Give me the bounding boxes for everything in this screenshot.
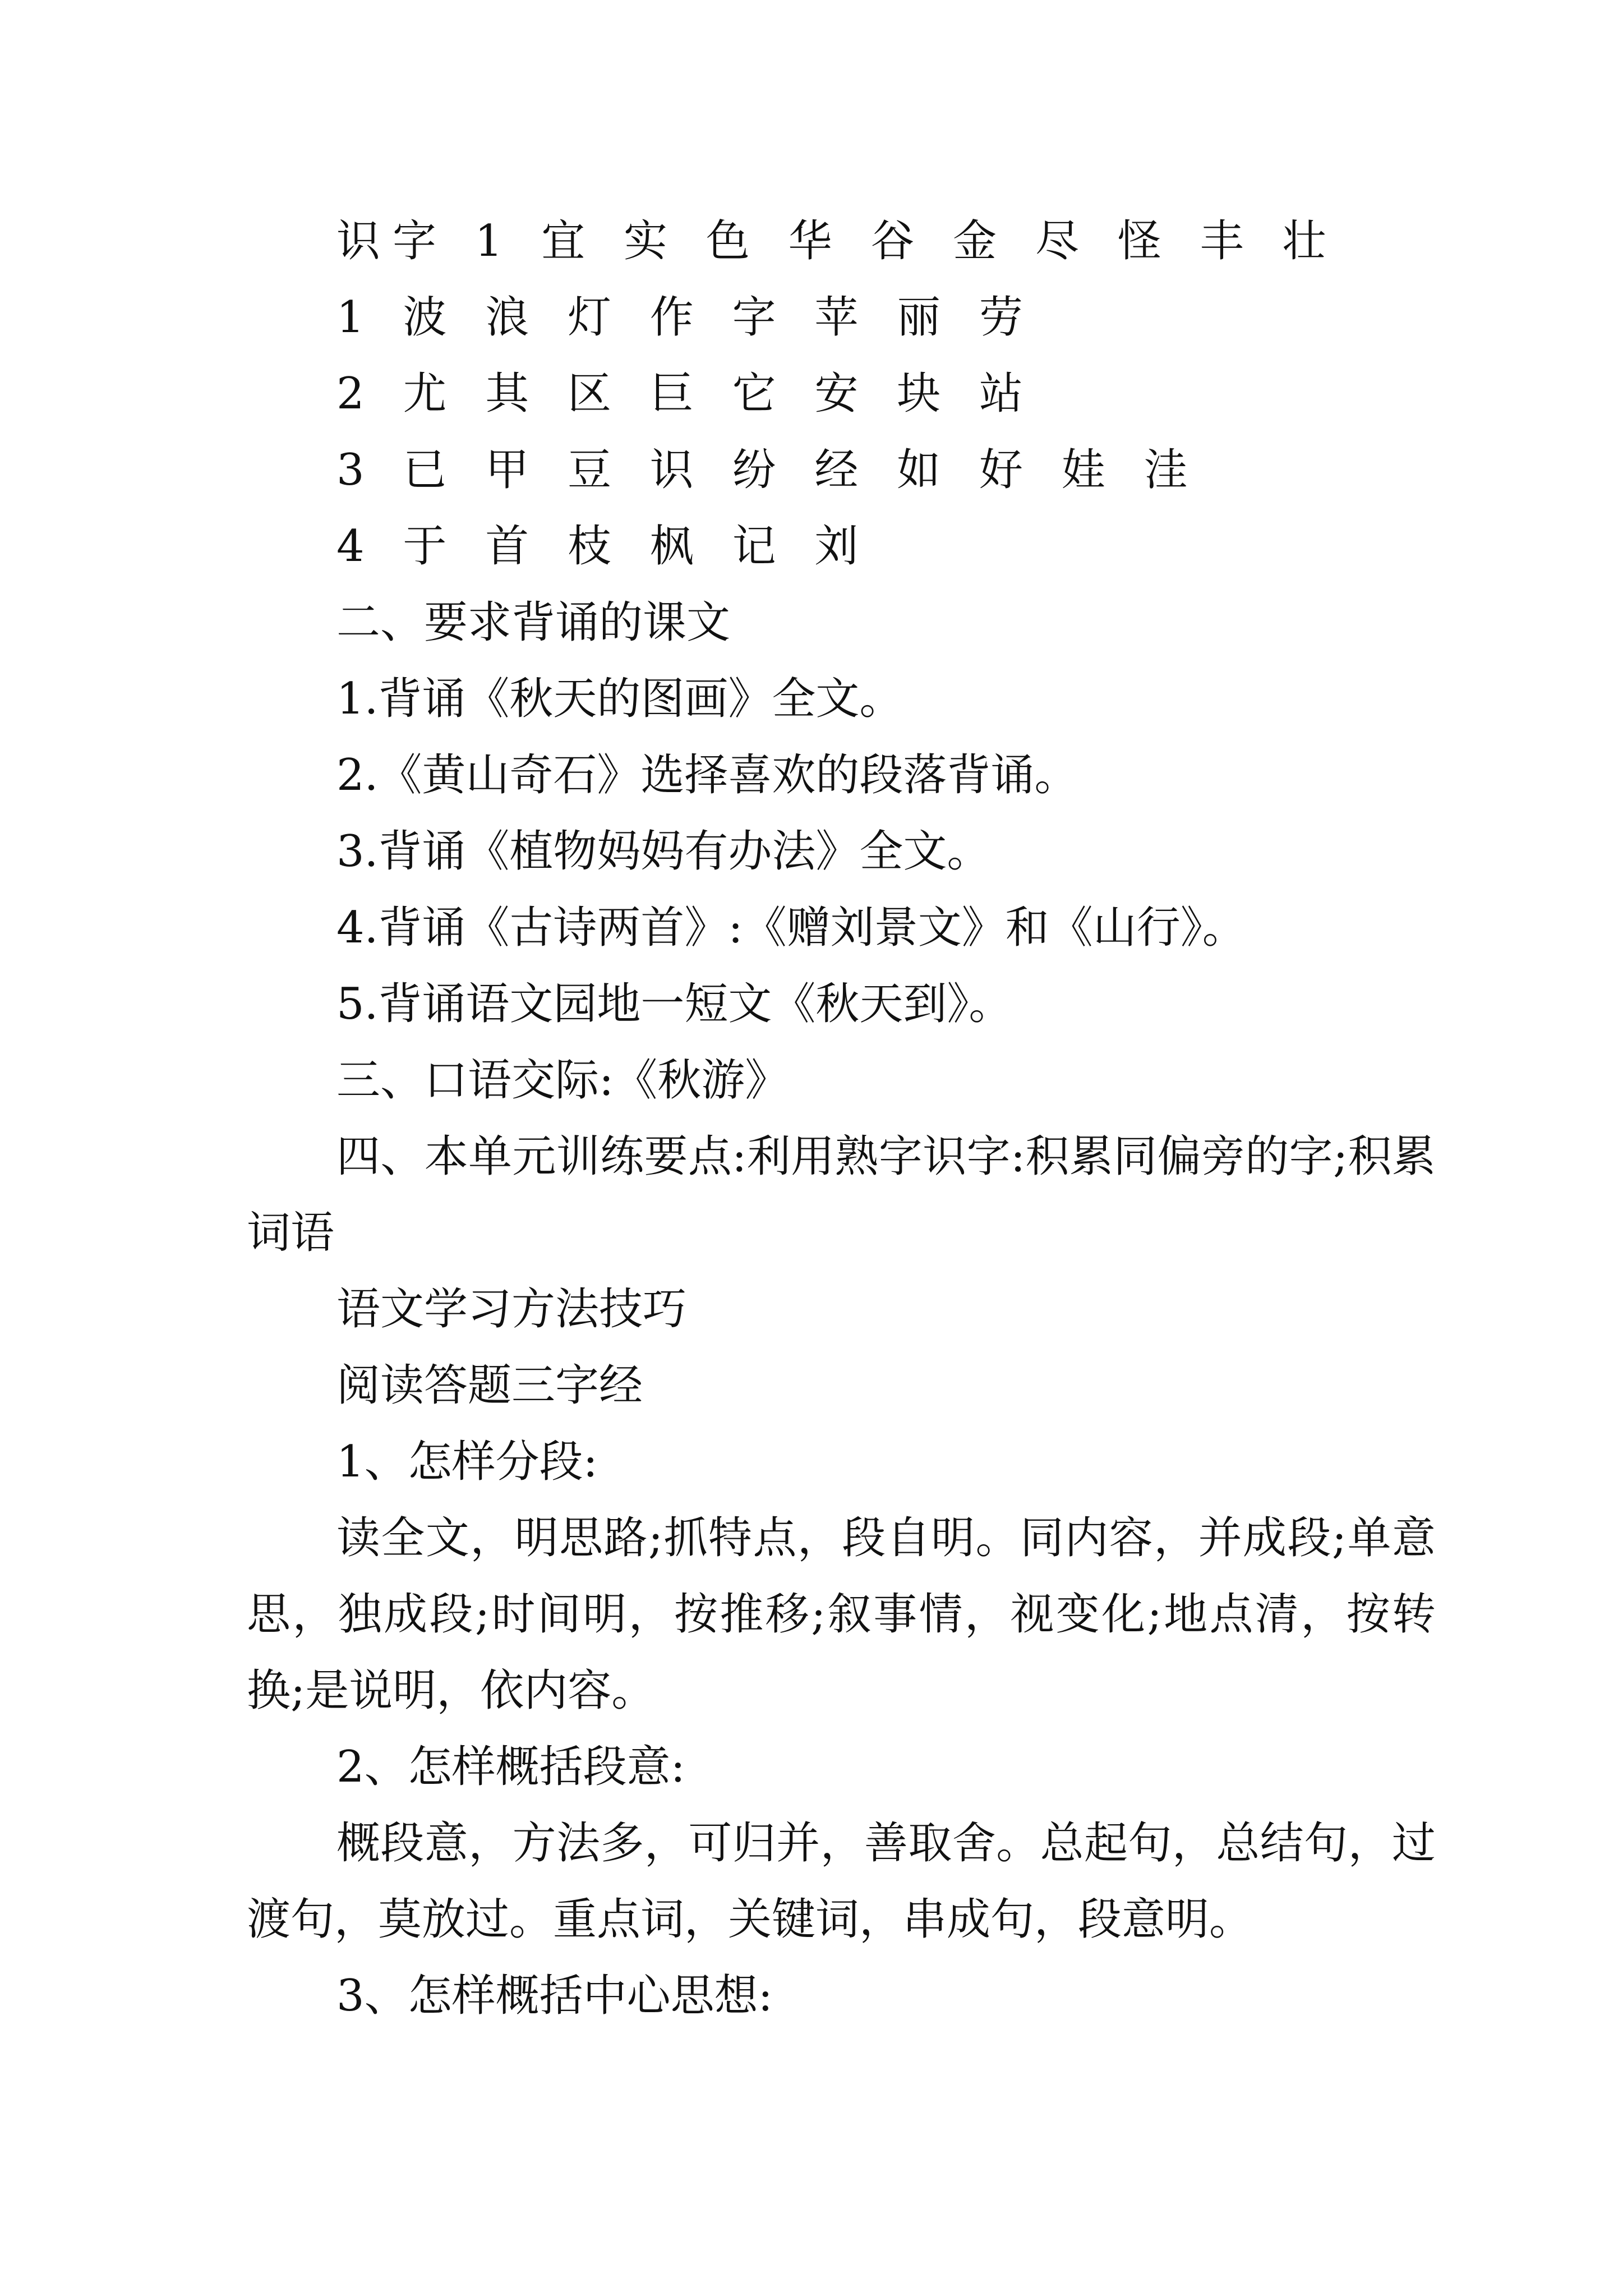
- section-heading-recitation: 二、要求背诵的课文: [336, 597, 731, 648]
- section-training-points: 四、本单元训练要点:利用熟字识字:积累同偏旁的字;积累词语: [247, 1131, 1436, 1258]
- recitation-item-5: 5.背诵语文园地一短文《秋天到》。: [336, 979, 1013, 1029]
- answer-paragraph-1: 读全文，明思路;抓特点，段自明。同内容，并成段;单意思，独成段;时间明，按推移;叙事情，视变化;地点清，按转换;是说明，依内容。: [247, 1513, 1436, 1716]
- recitation-item-1: 1.背诵《秋天的图画》全文。: [336, 674, 903, 724]
- answer-paragraph-2: 概段意，方法多，可归并，善取舍。总起句，总结句，过渡句，莫放过。重点词，关键词，串成句，段意明。: [247, 1818, 1436, 1945]
- literacy-line-2: 2 尤 其 区 巨 它 安 块 站: [336, 369, 1035, 419]
- recitation-item-2: 2.《黄山奇石》选择喜欢的段落背诵。: [336, 750, 1078, 800]
- recitation-item-3: 3.背诵《植物妈妈有办法》全文。: [336, 826, 991, 877]
- section-heading-oral: 三、口语交际:《秋游》: [336, 1055, 789, 1106]
- literacy-line-1: 1 波 浪 灯 作 字 苹 丽 劳: [336, 292, 1035, 343]
- recitation-item-4: 4.背诵《古诗两首》:《赠刘景文》和《山行》。: [336, 903, 1246, 953]
- question-2-heading: 2、怎样概括段意:: [336, 1742, 685, 1792]
- literacy-heading-line: 识字 1 宜 实 色 华 谷 金 尽 怪 丰 壮: [336, 216, 1339, 266]
- heading-study-tips: 语文学习方法技巧: [336, 1284, 687, 1335]
- question-1-heading: 1、怎样分段:: [336, 1437, 598, 1487]
- heading-reading-rhyme: 阅读答题三字经: [336, 1360, 643, 1411]
- question-3-heading: 3、怎样概括中心思想:: [336, 1971, 773, 2021]
- literacy-line-3: 3 已 甲 豆 识 纷 经 如 好 娃 洼: [336, 445, 1200, 495]
- literacy-line-4: 4 于 首 枝 枫 记 刘: [336, 521, 871, 572]
